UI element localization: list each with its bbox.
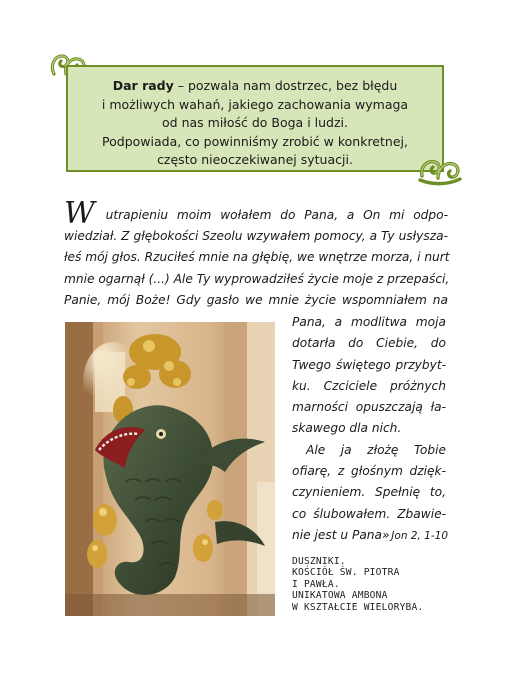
column-line: ofiarę, z głośnym dzięk- xyxy=(292,464,446,479)
column-line: marności opuszczają ła- xyxy=(292,400,446,415)
photo-caption xyxy=(292,556,462,613)
swirl-ornament-icon xyxy=(414,152,464,188)
whale-pulpit-image xyxy=(65,322,275,616)
callout-text: – pozwala nam dostrzec, bez błędu xyxy=(173,78,398,93)
text-line: wiedział. Z głębokości Szeolu wzywałem pomocy, a Ty usłysza- xyxy=(64,229,448,244)
caption-line: I PAWŁA. xyxy=(292,578,340,590)
text-line: Panie, mój Boże! Gdy gasło we mnie życie wspomniałem na xyxy=(64,292,448,307)
callout-line-1 xyxy=(68,77,442,96)
column-line: Ale ja złożę Tobie xyxy=(306,442,446,457)
callout-line-5: często nieoczekiwanej sytuacji. xyxy=(157,152,353,168)
caption-line: DUSZNIKI. xyxy=(292,556,346,567)
whale-pulpit-photo xyxy=(65,322,275,616)
drop-cap: W xyxy=(64,196,95,231)
callout-line-4: Podpowiada, co powinniśmy zrobić w konkretnej, xyxy=(102,133,408,149)
callout-line-2: i możliwych wahań, jakiego zachowania wymaga xyxy=(101,96,409,112)
column-line: nie jest u Pana» xyxy=(292,527,390,542)
column-line: dotarła do Ciebie, do xyxy=(292,336,446,351)
callout-line-3: od nas miłość do Boga i ludzi. xyxy=(162,115,348,131)
text-line: mnie ogarnął (...) Ale Ty wyprowadziłeś życie moje z przepaści, xyxy=(64,271,450,286)
gift-of-counsel-callout xyxy=(66,65,444,172)
text-line-content: utrapieniu moim wołałem do Pana, a On mi odpo- xyxy=(96,208,448,222)
scripture-column xyxy=(292,312,446,546)
text-line: łeś mój głos. Rzuciłeś mnie na głębię, we wnętrze morza, i nurt xyxy=(64,250,450,265)
scripture-source: Jon 2, 1-10 xyxy=(391,530,448,542)
column-line: Pana, a modlitwa moja xyxy=(292,315,446,329)
caption-line: KOŚCIÓŁ ŚW. PIOTRA xyxy=(292,567,400,579)
column-line: ku. Czciciele próżnych xyxy=(292,378,446,393)
caption-line: W KSZTAŁCIE WIELORYBA. xyxy=(292,601,424,613)
column-line: co ślubowałem. Zbawie- xyxy=(292,506,446,521)
column-line: Twego świętego przybyt- xyxy=(292,357,446,372)
text-line xyxy=(64,196,448,231)
caption-line: UNIKATOWA AMBONA xyxy=(292,590,388,602)
column-line: skawego dla nich. xyxy=(292,421,402,436)
column-line: czynieniem. Spełnię to, xyxy=(292,485,446,500)
callout-lead: Dar rady xyxy=(112,78,174,93)
scripture-text xyxy=(64,196,450,311)
